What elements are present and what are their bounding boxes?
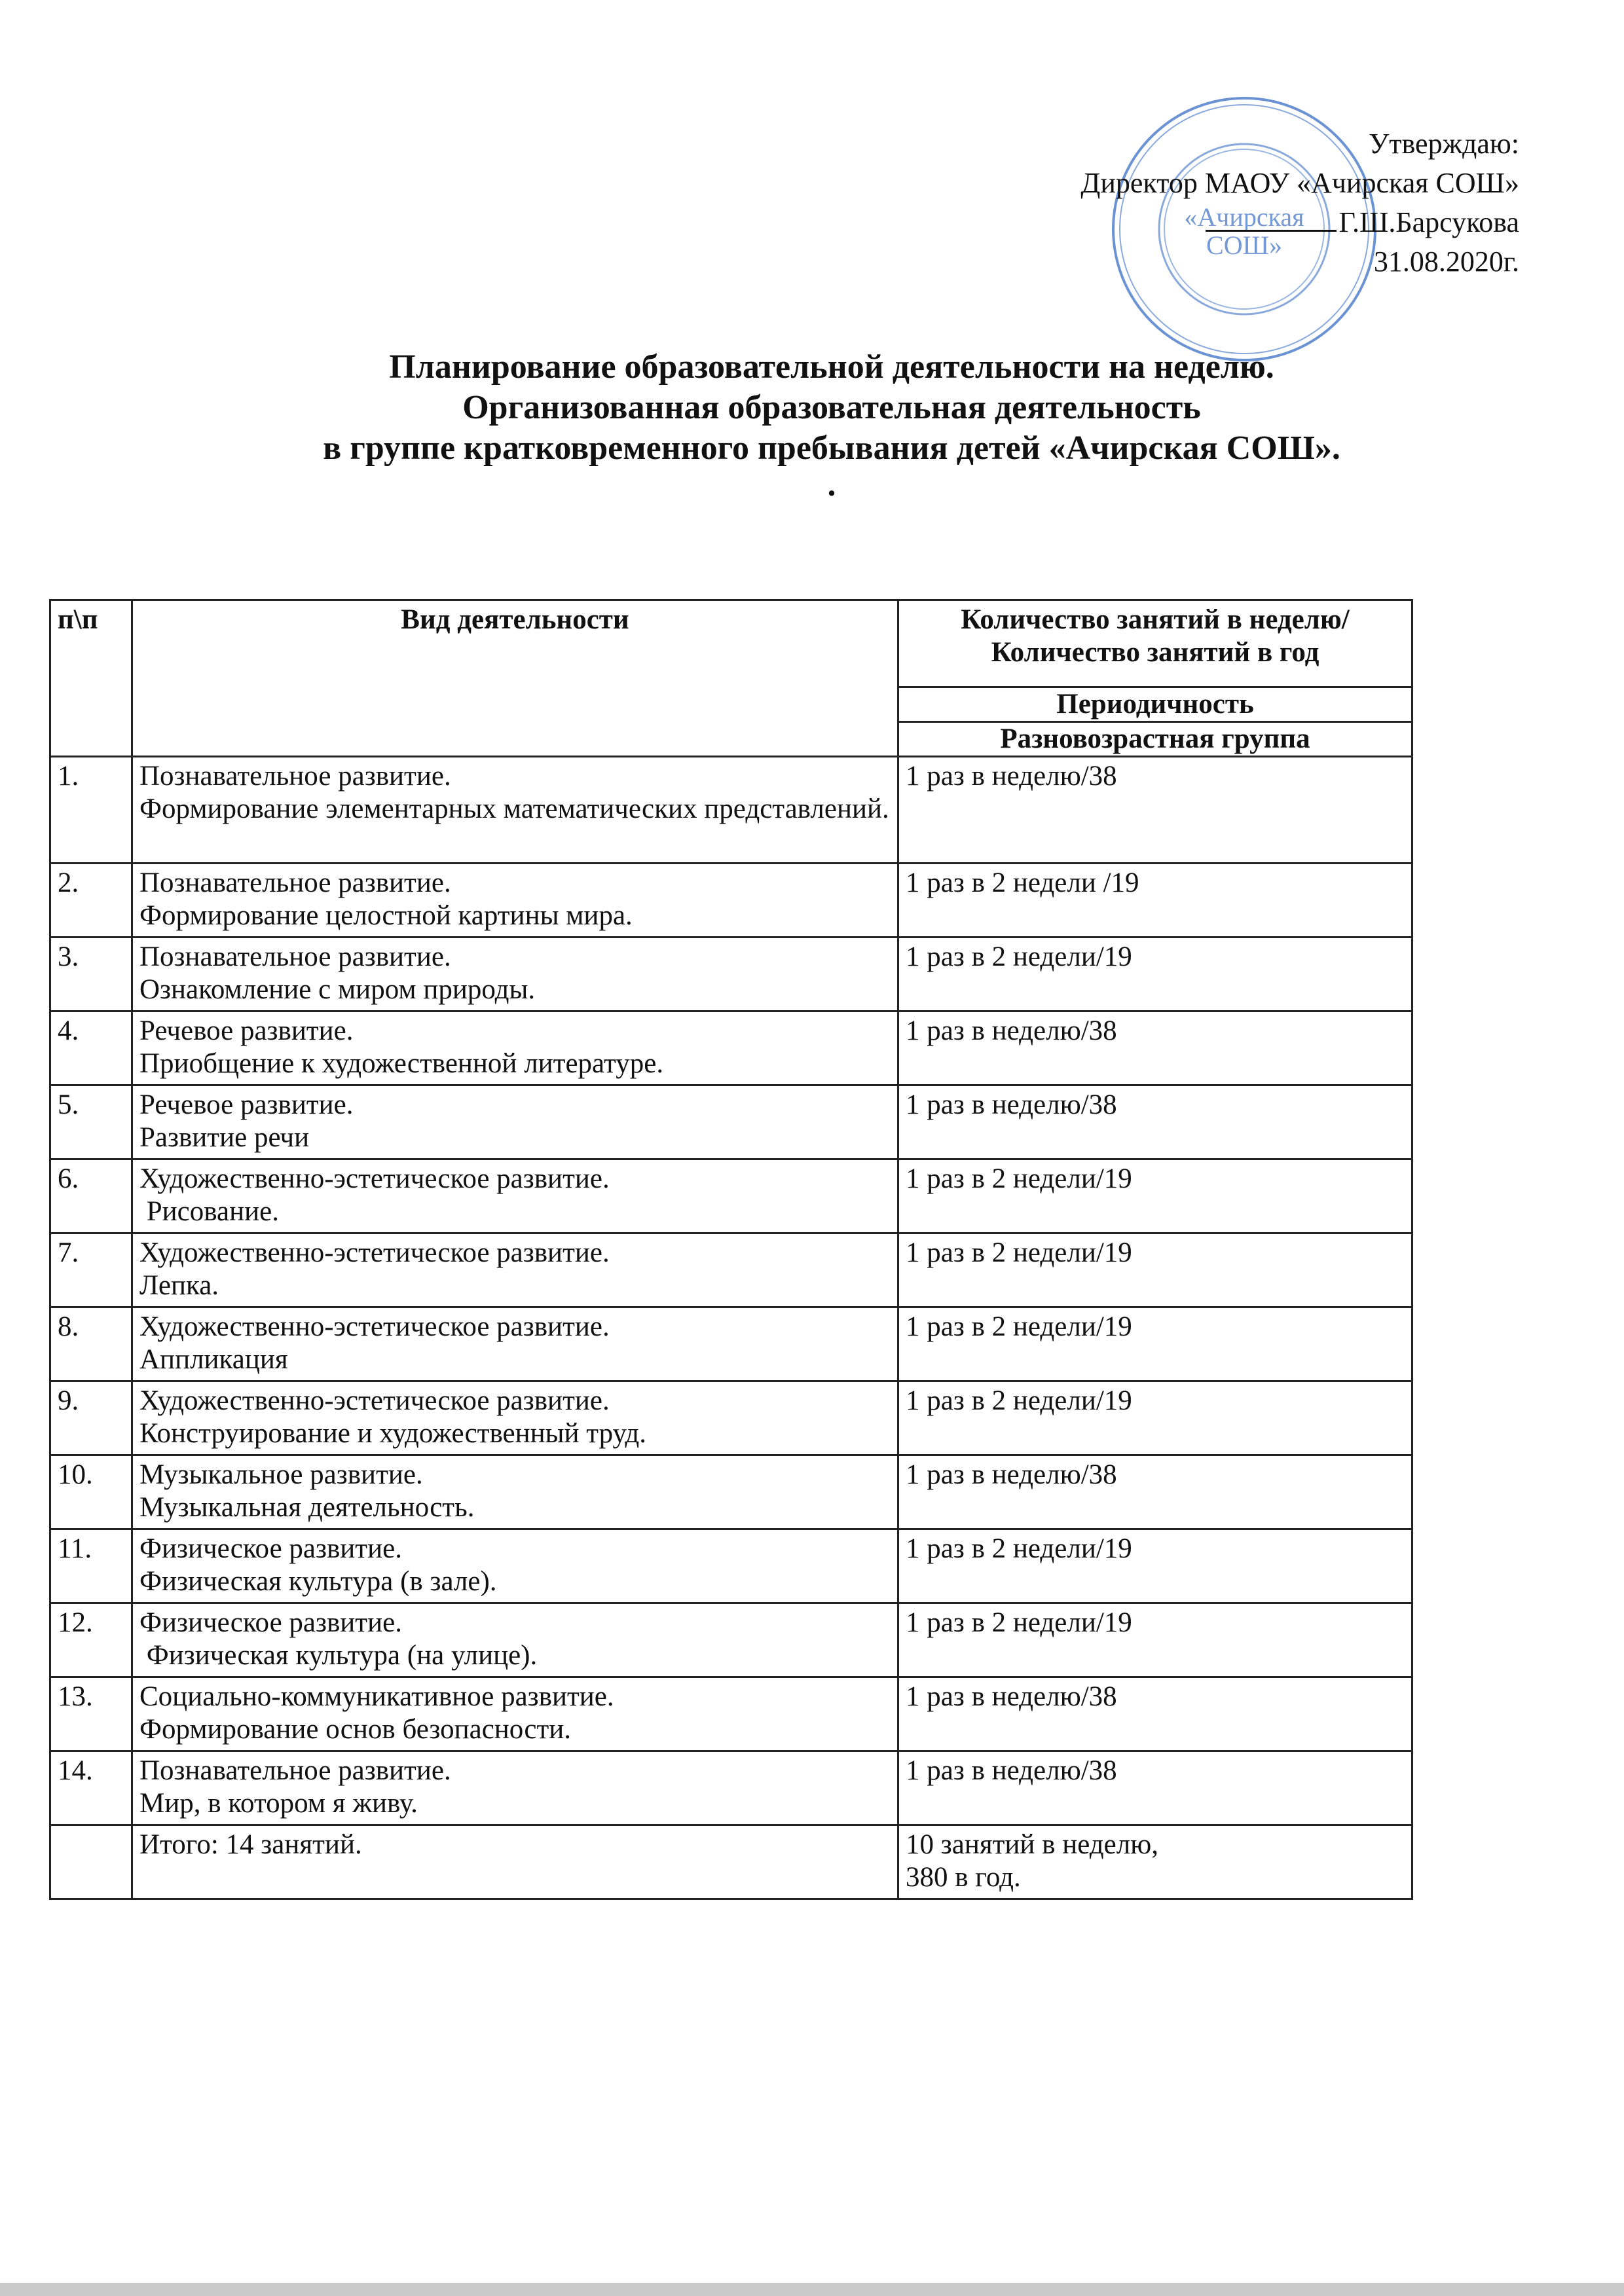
activity-detail: Физическая культура (на улице).: [139, 1640, 538, 1671]
row-activity: [132, 1307, 898, 1381]
table-row: [50, 1677, 1412, 1751]
table-row: [50, 757, 1412, 864]
table-row: [50, 1529, 1412, 1603]
row-number: 8.: [50, 1307, 132, 1381]
title-dot: .: [827, 466, 836, 503]
row-frequency: 1 раз в 2 недели/19: [898, 1603, 1412, 1677]
signature-line: [1206, 206, 1337, 232]
activity-area: Физическое развитие.: [139, 1607, 402, 1638]
activity-detail: Развитие речи: [139, 1122, 310, 1153]
row-activity: [132, 1529, 898, 1603]
header-count: Количество занятий в неделю/ Количество занятий в год: [898, 600, 1412, 687]
header-activity: Вид деятельности: [132, 600, 898, 757]
row-frequency: 1 раз в неделю/38: [898, 1085, 1412, 1159]
row-frequency: 1 раз в 2 недели/19: [898, 1381, 1412, 1455]
row-number: 4.: [50, 1011, 132, 1085]
table-row: [50, 864, 1412, 938]
stamp-inner-line2: СОШ»: [1206, 230, 1282, 260]
title-line-2: Организованная образовательная деятельность: [462, 389, 1201, 426]
approval-signature-row: [930, 203, 1519, 242]
row-frequency: 1 раз в 2 недели/19: [898, 1529, 1412, 1603]
row-frequency: 1 раз в неделю/38: [898, 757, 1412, 864]
activity-detail: Аппликация: [139, 1344, 288, 1375]
row-number: 9.: [50, 1381, 132, 1455]
total-number-cell: [50, 1825, 132, 1899]
activity-area: Художественно-эстетическое развитие.: [139, 1311, 610, 1342]
row-activity: [132, 1011, 898, 1085]
activity-area: Физическое развитие.: [139, 1533, 402, 1564]
row-number: 10.: [50, 1455, 132, 1529]
activity-detail: Физическая культура (в зале).: [139, 1566, 497, 1597]
table-row: [50, 1085, 1412, 1159]
row-activity: [132, 1751, 898, 1825]
total-per-week: 10 занятий в неделю,: [906, 1829, 1159, 1860]
activity-area: Речевое развитие.: [139, 1015, 354, 1046]
row-frequency: 1 раз в 2 недели /19: [898, 864, 1412, 938]
total-per-year: 380 в год.: [906, 1862, 1021, 1893]
activity-area: Художественно-эстетическое развитие.: [139, 1237, 610, 1268]
row-activity: [132, 757, 898, 864]
activity-area: Художественно-эстетическое развитие.: [139, 1385, 610, 1416]
total-frequency: [898, 1825, 1412, 1899]
header-periodicity: Периодичность: [898, 687, 1412, 722]
approval-position: Директор МАОУ «Ачирская СОШ»: [1080, 167, 1519, 199]
title-line-1: Планирование образовательной деятельности на неделю.: [389, 348, 1274, 386]
row-frequency: 1 раз в неделю/38: [898, 1677, 1412, 1751]
row-frequency: 1 раз в 2 недели/19: [898, 1233, 1412, 1307]
approval-signatory: Г.Ш.Барсукова: [1338, 206, 1519, 238]
row-activity: [132, 1677, 898, 1751]
row-number: 7.: [50, 1233, 132, 1307]
table-row: [50, 1381, 1412, 1455]
row-activity: [132, 1455, 898, 1529]
row-number: 2.: [50, 864, 132, 938]
table-row: [50, 1307, 1412, 1381]
table-row: [50, 1011, 1412, 1085]
row-number: 12.: [50, 1603, 132, 1677]
scan-edge: [0, 2283, 1624, 2296]
row-number: 5.: [50, 1085, 132, 1159]
activity-detail: Ознакомление с миром природы.: [139, 974, 536, 1005]
table-row: [50, 1159, 1412, 1233]
row-frequency: 1 раз в 2 недели/19: [898, 1307, 1412, 1381]
row-frequency: 1 раз в 2 недели/19: [898, 1159, 1412, 1233]
activity-area: Социально-коммуникативное развитие.: [139, 1681, 614, 1712]
row-activity: [132, 1603, 898, 1677]
row-activity: [132, 864, 898, 938]
row-activity: [132, 1159, 898, 1233]
activity-detail: Формирование элементарных математических представлений.: [139, 793, 889, 824]
activity-detail: Рисование.: [139, 1196, 279, 1227]
table-row: [50, 938, 1412, 1011]
approval-block: [930, 124, 1519, 282]
activity-area: Речевое развитие.: [139, 1089, 354, 1120]
row-number: 14.: [50, 1751, 132, 1825]
row-activity: [132, 1233, 898, 1307]
row-frequency: 1 раз в 2 недели/19: [898, 938, 1412, 1011]
activity-detail: Лепка.: [139, 1270, 219, 1301]
activity-area: Музыкальное развитие.: [139, 1459, 423, 1490]
activity-detail: Приобщение к художественной литературе.: [139, 1048, 664, 1079]
row-activity: [132, 1381, 898, 1455]
activity-area: Познавательное развитие.: [139, 761, 451, 792]
title-line-3: в группе кратковременного пребывания детей «Ачирская СОШ».: [323, 429, 1340, 467]
activity-detail: Музыкальная деятельность.: [139, 1492, 475, 1523]
activity-area: Художественно-эстетическое развитие.: [139, 1163, 610, 1194]
row-frequency: 1 раз в неделю/38: [898, 1751, 1412, 1825]
activity-area: Познавательное развитие.: [139, 1755, 451, 1786]
document-title: [288, 347, 1375, 501]
row-frequency: 1 раз в неделю/38: [898, 1455, 1412, 1529]
row-number: 1.: [50, 757, 132, 864]
row-number: 11.: [50, 1529, 132, 1603]
table-row: [50, 1233, 1412, 1307]
total-label: Итого: 14 занятий.: [132, 1825, 898, 1899]
table-row: [50, 1751, 1412, 1825]
row-activity: [132, 1085, 898, 1159]
activity-plan-table: [49, 599, 1413, 1900]
table-row: [50, 1603, 1412, 1677]
activity-area: Познавательное развитие.: [139, 867, 451, 898]
activity-detail: Мир, в котором я живу.: [139, 1788, 418, 1819]
row-number: 6.: [50, 1159, 132, 1233]
approval-date: 31.08.2020г.: [1373, 246, 1519, 278]
approval-heading: Утверждаю:: [1369, 128, 1519, 160]
header-number: п\п: [50, 600, 132, 757]
activity-detail: Формирование основ безопасности.: [139, 1714, 572, 1745]
table-total-row: [50, 1825, 1412, 1899]
table-row: [50, 1455, 1412, 1529]
row-activity: [132, 938, 898, 1011]
header-group: Разновозрастная группа: [898, 722, 1412, 757]
row-frequency: 1 раз в неделю/38: [898, 1011, 1412, 1085]
stamp-inner-line1: «Ачирская: [1184, 202, 1304, 232]
activity-detail: Формирование целостной картины мира.: [139, 900, 633, 931]
row-number: 3.: [50, 938, 132, 1011]
activity-detail: Конструирование и художественный труд.: [139, 1418, 646, 1449]
row-number: 13.: [50, 1677, 132, 1751]
activity-area: Познавательное развитие.: [139, 941, 451, 972]
